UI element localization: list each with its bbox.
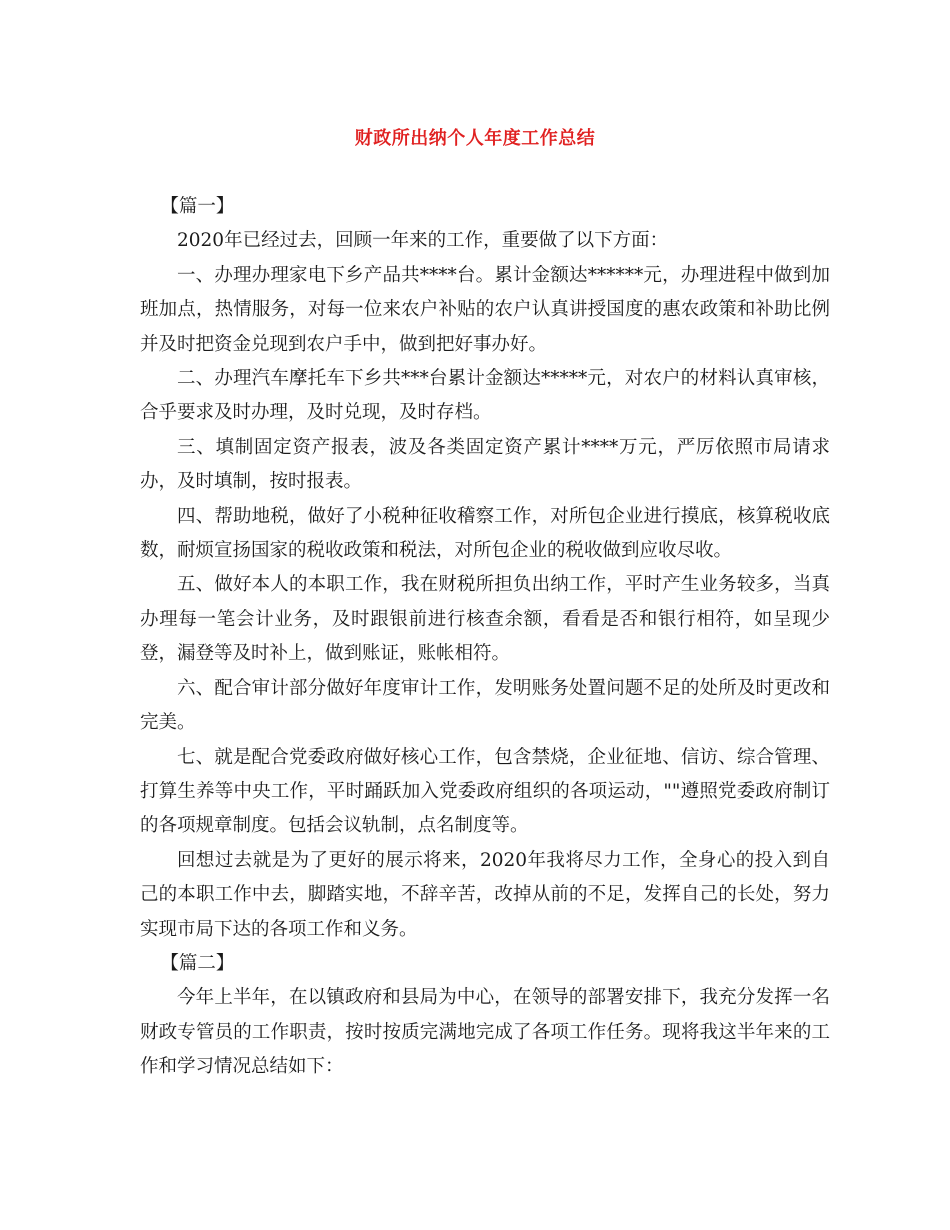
paragraph: 七、就是配合党委政府做好核心工作，包含禁烧，企业征地、信访、综合管理、打算生养等中央工作，平时踊跃加入党委政府组织的各项运动，""遵照党委政府制订的各项规章制度。包括会议轨制，点名制度等。: [140, 746, 830, 837]
paragraph: 回想过去就是为了更好的展示将来，2020年我将尽力工作，全身心的投入到自己的本职工作中去，脚踏实地，不辞辛苦，改掉从前的不足，发挥自己的长处，努力实现市局下达的各项工作和义务。: [140, 849, 830, 940]
section-heading: 【篇一】: [160, 196, 235, 217]
paragraph: 2020年已经过去，回顾一年来的工作，重要做了以下方面：: [177, 230, 669, 252]
paragraph: 三、填制固定资产报表，波及各类固定资产累计****万元，严厉依照市局请求办，及时填制，按时报表。: [140, 436, 830, 493]
paragraph: 五、做好本人的本职工作，我在财税所担负出纳工作，平时产生业务较多，当真办理每一笔会计业务，及时跟银前进行核查余额，看看是否和银行相符，如呈现少登，漏登等及时补上，做到账证，账帐相符。: [140, 574, 830, 665]
paragraph: 六、配合审计部分做好年度审计工作，发明账务处置问题不足的处所及时更改和完美。: [140, 677, 830, 734]
paragraph: 一、办理办理家电下乡产品共****台。累计金额达******元，办理进程中做到加班加点，热情服务，对每一位来农户补贴的农户认真讲授国度的惠农政策和补助比例并及时把资金兑现到农户手中，做到把好事办好。: [140, 264, 830, 355]
paragraph: 今年上半年，在以镇政府和县局为中心，在领导的部署安排下，我充分发挥一名财政专管员的工作职责，按时按质完满地完成了各项工作任务。现将我这半年来的工作和学习情况总结如下：: [140, 987, 830, 1078]
document-body: [140, 190, 830, 1085]
section-heading: 【篇二】: [160, 952, 235, 974]
paragraph: 四、帮助地税，做好了小税种征收稽察工作，对所包企业进行摸底，核算税收底数，耐烦宣扬国家的税收政策和税法，对所包企业的税收做到应收尽收。: [140, 505, 830, 562]
paragraph: 二、办理汽车摩托车下乡共***台累计金额达*****元，对农户的材料认真审核，合乎要求及时办理，及时兑现，及时存档。: [140, 368, 830, 424]
document-title: 财政所出纳个人年度工作总结: [354, 128, 596, 149]
